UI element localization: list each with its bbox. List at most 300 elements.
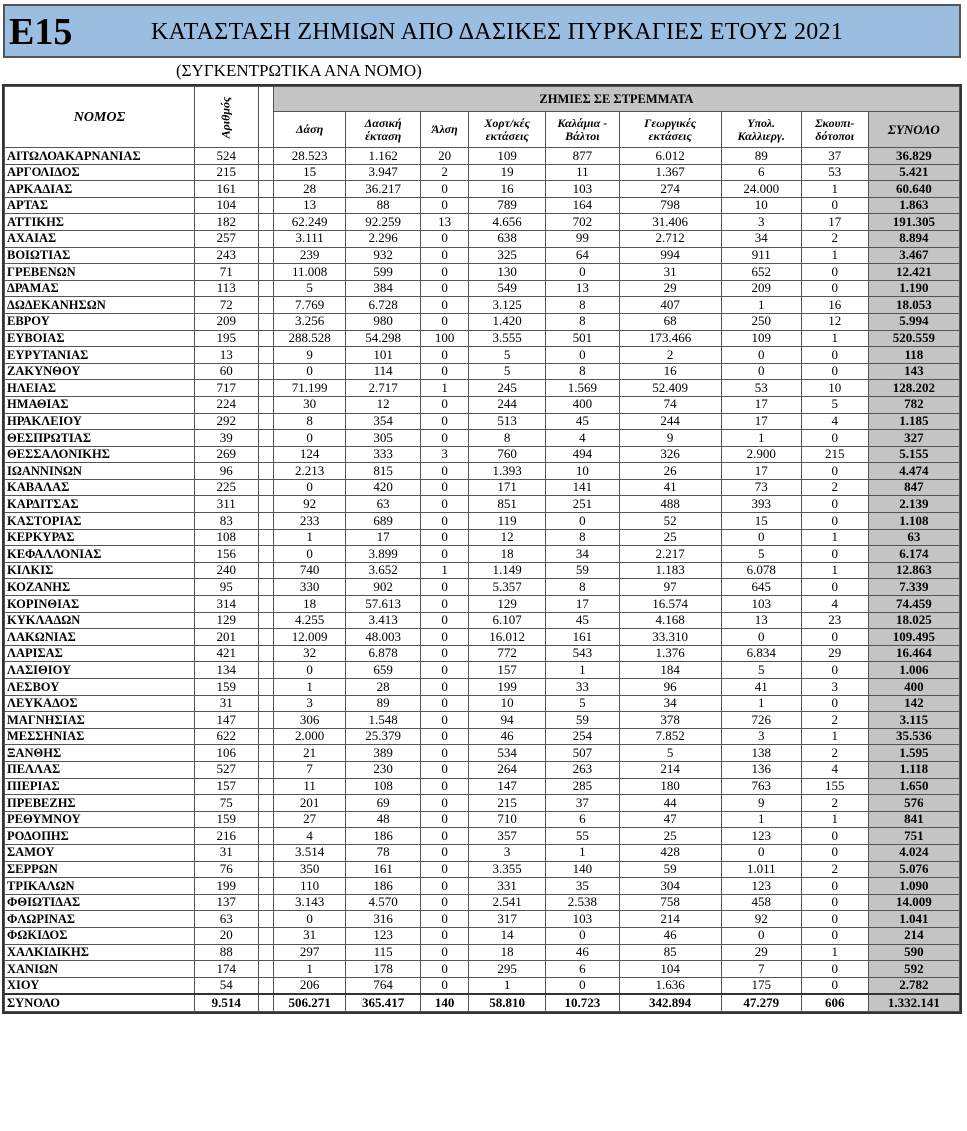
cell-value: 2.717	[346, 380, 421, 397]
col-header-reeds-l2: Βάλτοι	[565, 128, 600, 143]
cell-value: 513	[469, 413, 546, 430]
cell-value: 2	[801, 712, 868, 729]
cell-value: 400	[546, 396, 620, 413]
cell-value: 0	[420, 297, 468, 314]
cell-value: 911	[721, 247, 801, 264]
damages-table-wrapper	[2, 84, 962, 1014]
table-row	[5, 363, 960, 380]
cell-value: 4	[801, 761, 868, 778]
cell-value: 161	[546, 629, 620, 646]
cell-total: 143	[868, 363, 959, 380]
cell-count: 292	[194, 413, 258, 430]
cell-value: 41	[721, 679, 801, 696]
cell-value: 365.417	[346, 994, 421, 1011]
cell-value: 501	[546, 330, 620, 347]
cell-value: 0	[273, 546, 345, 563]
cell-value: 1	[721, 430, 801, 447]
col-header-forest-area	[346, 112, 421, 148]
cell-value: 0	[420, 927, 468, 944]
cell-value: 109	[469, 148, 546, 165]
cell-spacer	[258, 844, 273, 861]
cell-count: 9.514	[194, 994, 258, 1011]
cell-count: 216	[194, 828, 258, 845]
cell-count: 209	[194, 313, 258, 330]
cell-value: 4	[801, 413, 868, 430]
cell-value: 851	[469, 496, 546, 513]
cell-value: 0	[721, 529, 801, 546]
cell-total: 214	[868, 927, 959, 944]
cell-value: 0	[420, 181, 468, 198]
cell-total: 5.076	[868, 861, 959, 878]
cell-count: 524	[194, 148, 258, 165]
cell-value: 186	[346, 878, 421, 895]
cell-spacer	[258, 313, 273, 330]
cell-value: 932	[346, 247, 421, 264]
cell-value: 0	[801, 828, 868, 845]
cell-value: 10	[546, 463, 620, 480]
cell-value: 325	[469, 247, 546, 264]
cell-count: 257	[194, 230, 258, 247]
cell-total: 2.139	[868, 496, 959, 513]
col-header-crop-residue	[721, 112, 801, 148]
cell-value: 29	[721, 944, 801, 961]
table-row	[5, 894, 960, 911]
table-row	[5, 264, 960, 281]
group-header-damages: ΖΗΜΙΕΣ ΣΕ ΣΤΡΕΜΜΑΤΑ	[273, 87, 959, 112]
cell-value: 1.376	[619, 645, 721, 662]
cell-value: 101	[346, 347, 421, 364]
cell-value: 164	[546, 197, 620, 214]
cell-value: 13	[721, 612, 801, 629]
cell-value: 1	[801, 728, 868, 745]
cell-value: 45	[546, 413, 620, 430]
cell-value: 5	[801, 396, 868, 413]
cell-value: 980	[346, 313, 421, 330]
cell-spacer	[258, 679, 273, 696]
table-row	[5, 513, 960, 530]
cell-value: 175	[721, 977, 801, 994]
cell-value: 0	[420, 197, 468, 214]
cell-value: 9	[721, 795, 801, 812]
cell-nomos: ΕΥΡΥΤΑΝΙΑΣ	[5, 347, 195, 364]
cell-value: 389	[346, 745, 421, 762]
cell-nomos: ΘΕΣΠΡΩΤΙΑΣ	[5, 430, 195, 447]
cell-spacer	[258, 413, 273, 430]
cell-value: 47.279	[721, 994, 801, 1011]
page-title: ΚΑΤΑΣΤΑΣΗ ΖΗΜΙΩΝ ΑΠΟ ΔΑΣΙΚΕΣ ΠΥΡΚΑΓΙΕΣ ΕΤΟΥΣ 2021	[151, 19, 844, 45]
cell-value: 0	[420, 479, 468, 496]
cell-count: 156	[194, 546, 258, 563]
cell-value: 0	[420, 347, 468, 364]
cell-value: 702	[546, 214, 620, 231]
cell-value: 0	[420, 546, 468, 563]
cell-value: 12	[801, 313, 868, 330]
cell-nomos: ΦΩΚΙΔΟΣ	[5, 927, 195, 944]
cell-spacer	[258, 944, 273, 961]
cell-total: 590	[868, 944, 959, 961]
cell-nomos: ΚΙΛΚΙΣ	[5, 562, 195, 579]
cell-value: 1.393	[469, 463, 546, 480]
cell-value: 0	[420, 728, 468, 745]
cell-value: 0	[420, 230, 468, 247]
cell-spacer	[258, 297, 273, 314]
cell-total: 8.894	[868, 230, 959, 247]
cell-value: 45	[546, 612, 620, 629]
cell-spacer	[258, 214, 273, 231]
cell-nomos: ΧΙΟΥ	[5, 977, 195, 994]
cell-value: 115	[346, 944, 421, 961]
cell-value: 0	[420, 579, 468, 596]
cell-value: 16	[801, 297, 868, 314]
cell-value: 28	[346, 679, 421, 696]
cell-spacer	[258, 148, 273, 165]
cell-value: 26	[619, 463, 721, 480]
cell-spacer	[258, 596, 273, 613]
cell-nomos: ΜΕΣΣΗΝΙΑΣ	[5, 728, 195, 745]
cell-value: 0	[420, 612, 468, 629]
cell-value: 326	[619, 446, 721, 463]
cell-value: 92	[721, 911, 801, 928]
cell-count: 527	[194, 761, 258, 778]
col-header-landfills	[801, 112, 868, 148]
cell-value: 606	[801, 994, 868, 1011]
col-header-landfills-l1: Σκουπι-	[815, 115, 855, 130]
cell-value: 230	[346, 761, 421, 778]
cell-value: 4	[801, 596, 868, 613]
cell-value: 7	[273, 761, 345, 778]
cell-total: 1.332.141	[868, 994, 959, 1011]
cell-nomos: ΚΟΖΑΝΗΣ	[5, 579, 195, 596]
cell-value: 304	[619, 878, 721, 895]
cell-value: 1.183	[619, 562, 721, 579]
cell-value: 0	[801, 347, 868, 364]
cell-value: 0	[721, 347, 801, 364]
cell-value: 239	[273, 247, 345, 264]
cell-value: 16	[619, 363, 721, 380]
cell-value: 6.834	[721, 645, 801, 662]
cell-value: 1	[273, 529, 345, 546]
cell-total: 6.174	[868, 546, 959, 563]
cell-total: 327	[868, 430, 959, 447]
cell-nomos: ΚΕΦΑΛΛΟΝΙΑΣ	[5, 546, 195, 563]
cell-value: 136	[721, 761, 801, 778]
table-row	[5, 662, 960, 679]
table-row	[5, 712, 960, 729]
cell-value: 180	[619, 778, 721, 795]
cell-value: 214	[619, 911, 721, 928]
cell-value: 123	[721, 878, 801, 895]
cell-count: 199	[194, 878, 258, 895]
cell-value: 123	[721, 828, 801, 845]
table-row	[5, 944, 960, 961]
cell-value: 244	[619, 413, 721, 430]
cell-value: 92.259	[346, 214, 421, 231]
cell-value: 378	[619, 712, 721, 729]
cell-value: 119	[469, 513, 546, 530]
cell-value: 25.379	[346, 728, 421, 745]
cell-value: 206	[273, 977, 345, 994]
cell-nomos: ΜΑΓΝΗΣΙΑΣ	[5, 712, 195, 729]
table-row	[5, 313, 960, 330]
cell-spacer	[258, 197, 273, 214]
cell-value: 54.298	[346, 330, 421, 347]
cell-value: 3.555	[469, 330, 546, 347]
cell-value: 534	[469, 745, 546, 762]
cell-value: 53	[721, 380, 801, 397]
cell-spacer	[258, 861, 273, 878]
cell-value: 2.296	[346, 230, 421, 247]
table-row	[5, 430, 960, 447]
cell-count: 243	[194, 247, 258, 264]
table-row	[5, 413, 960, 430]
cell-value: 8	[273, 413, 345, 430]
cell-value: 494	[546, 446, 620, 463]
cell-value: 31.406	[619, 214, 721, 231]
cell-value: 689	[346, 513, 421, 530]
cell-total: 841	[868, 811, 959, 828]
table-row	[5, 795, 960, 812]
table-row	[5, 828, 960, 845]
cell-value: 2.541	[469, 894, 546, 911]
cell-value: 6	[546, 961, 620, 978]
cell-value: 0	[721, 844, 801, 861]
cell-value: 15	[721, 513, 801, 530]
cell-count: 88	[194, 944, 258, 961]
cell-value: 244	[469, 396, 546, 413]
cell-value: 6	[546, 811, 620, 828]
cell-value: 1	[801, 811, 868, 828]
cell-value: 1	[721, 695, 801, 712]
cell-value: 7	[721, 961, 801, 978]
cell-value: 5	[273, 280, 345, 297]
cell-total: 1.595	[868, 745, 959, 762]
cell-nomos: ΤΡΙΚΑΛΩΝ	[5, 878, 195, 895]
cell-value: 24.000	[721, 181, 801, 198]
cell-count: 96	[194, 463, 258, 480]
cell-value: 740	[273, 562, 345, 579]
cell-value: 306	[273, 712, 345, 729]
cell-value: 14	[469, 927, 546, 944]
cell-value: 1.367	[619, 164, 721, 181]
cell-value: 6.878	[346, 645, 421, 662]
table-row	[5, 596, 960, 613]
cell-value: 0	[420, 712, 468, 729]
cell-spacer	[258, 811, 273, 828]
table-row	[5, 247, 960, 264]
cell-value: 2.217	[619, 546, 721, 563]
cell-value: 264	[469, 761, 546, 778]
cell-value: 103	[546, 181, 620, 198]
table-row	[5, 629, 960, 646]
cell-value: 1.420	[469, 313, 546, 330]
cell-value: 34	[546, 546, 620, 563]
cell-value: 0	[420, 645, 468, 662]
cell-value: 147	[469, 778, 546, 795]
cell-count: 60	[194, 363, 258, 380]
cell-value: 0	[420, 977, 468, 994]
cell-value: 78	[346, 844, 421, 861]
table-row	[5, 446, 960, 463]
cell-total: 5.994	[868, 313, 959, 330]
cell-value: 0	[420, 496, 468, 513]
cell-value: 758	[619, 894, 721, 911]
cell-nomos: ΑΡΤΑΣ	[5, 197, 195, 214]
cell-count: 54	[194, 977, 258, 994]
cell-value: 0	[801, 927, 868, 944]
cell-value: 2.900	[721, 446, 801, 463]
table-row	[5, 977, 960, 994]
table-body	[5, 148, 960, 1012]
cell-value: 3.514	[273, 844, 345, 861]
cell-total: 12.863	[868, 562, 959, 579]
table-row	[5, 181, 960, 198]
cell-value: 0	[420, 396, 468, 413]
cell-value: 18	[469, 944, 546, 961]
cell-value: 30	[273, 396, 345, 413]
cell-value: 0	[420, 878, 468, 895]
cell-spacer	[258, 280, 273, 297]
cell-value: 89	[721, 148, 801, 165]
cell-spacer	[258, 181, 273, 198]
cell-value: 10	[801, 380, 868, 397]
cell-value: 0	[801, 961, 868, 978]
cell-value: 764	[346, 977, 421, 994]
cell-value: 305	[346, 430, 421, 447]
cell-value: 7.769	[273, 297, 345, 314]
cell-value: 0	[801, 977, 868, 994]
cell-value: 0	[801, 363, 868, 380]
cell-value: 2	[420, 164, 468, 181]
cell-count: 76	[194, 861, 258, 878]
cell-nomos: ΣΥΝΟΛΟ	[5, 994, 195, 1011]
cell-nomos: ΚΑΡΔΙΤΣΑΣ	[5, 496, 195, 513]
cell-value: 2	[801, 745, 868, 762]
cell-value: 877	[546, 148, 620, 165]
cell-value: 130	[469, 264, 546, 281]
cell-value: 114	[346, 363, 421, 380]
cell-count: 137	[194, 894, 258, 911]
cell-total: 1.863	[868, 197, 959, 214]
cell-spacer	[258, 264, 273, 281]
col-header-grassland	[469, 112, 546, 148]
cell-count: 134	[194, 662, 258, 679]
col-header-agricultural-l2: εκτάσεις	[648, 128, 692, 143]
cell-total: 1.006	[868, 662, 959, 679]
cell-count: 717	[194, 380, 258, 397]
cell-value: 902	[346, 579, 421, 596]
cell-total: 16.464	[868, 645, 959, 662]
col-header-forest-area-l2: έκταση	[365, 128, 402, 143]
cell-value: 33.310	[619, 629, 721, 646]
cell-value: 4.255	[273, 612, 345, 629]
cell-value: 123	[346, 927, 421, 944]
cell-value: 0	[420, 811, 468, 828]
cell-value: 0	[721, 927, 801, 944]
cell-value: 186	[346, 828, 421, 845]
cell-spacer	[258, 927, 273, 944]
cell-value: 316	[346, 911, 421, 928]
cell-value: 20	[420, 148, 468, 165]
cell-count: 159	[194, 811, 258, 828]
cell-spacer	[258, 513, 273, 530]
cell-value: 1	[801, 181, 868, 198]
cell-value: 350	[273, 861, 345, 878]
table-code: E15	[9, 11, 73, 53]
cell-value: 0	[420, 679, 468, 696]
cell-nomos: ΞΑΝΘΗΣ	[5, 745, 195, 762]
cell-spacer	[258, 695, 273, 712]
cell-total: 7.339	[868, 579, 959, 596]
cell-value: 10	[469, 695, 546, 712]
cell-total: 1.650	[868, 778, 959, 795]
cell-value: 2.538	[546, 894, 620, 911]
cell-count: 75	[194, 795, 258, 812]
cell-total: 3.115	[868, 712, 959, 729]
cell-spacer	[258, 894, 273, 911]
cell-value: 17	[721, 463, 801, 480]
cell-value: 543	[546, 645, 620, 662]
cell-value: 8	[546, 297, 620, 314]
cell-value: 140	[546, 861, 620, 878]
cell-value: 726	[721, 712, 801, 729]
cell-value: 0	[420, 911, 468, 928]
cell-value: 10.723	[546, 994, 620, 1011]
cell-count: 215	[194, 164, 258, 181]
cell-count: 13	[194, 347, 258, 364]
cell-count: 157	[194, 778, 258, 795]
cell-count: 314	[194, 596, 258, 613]
cell-total: 128.202	[868, 380, 959, 397]
cell-value: 57.613	[346, 596, 421, 613]
cell-total: 4.024	[868, 844, 959, 861]
cell-value: 0	[801, 463, 868, 480]
cell-value: 35	[546, 878, 620, 895]
cell-value: 5	[469, 347, 546, 364]
cell-spacer	[258, 828, 273, 845]
col-header-forest-area-l1: Δασική	[364, 115, 402, 130]
cell-spacer	[258, 230, 273, 247]
cell-count: 104	[194, 197, 258, 214]
cell-value: 0	[546, 347, 620, 364]
cell-value: 645	[721, 579, 801, 596]
cell-value: 3	[721, 728, 801, 745]
cell-value: 263	[546, 761, 620, 778]
cell-value: 23	[801, 612, 868, 629]
table-row	[5, 778, 960, 795]
cell-value: 0	[801, 513, 868, 530]
cell-nomos: ΕΒΡΟΥ	[5, 313, 195, 330]
cell-value: 0	[801, 911, 868, 928]
cell-value: 41	[619, 479, 721, 496]
table-row	[5, 612, 960, 629]
cell-total: 109.495	[868, 629, 959, 646]
cell-count: 72	[194, 297, 258, 314]
cell-value: 1	[801, 247, 868, 264]
cell-value: 1.548	[346, 712, 421, 729]
cell-value: 420	[346, 479, 421, 496]
cell-value: 6.078	[721, 562, 801, 579]
cell-value: 297	[273, 944, 345, 961]
cell-spacer	[258, 579, 273, 596]
table-row	[5, 844, 960, 861]
cell-nomos: ΡΟΔΟΠΗΣ	[5, 828, 195, 845]
table-row	[5, 761, 960, 778]
cell-value: 250	[721, 313, 801, 330]
cell-value: 171	[469, 479, 546, 496]
cell-value: 0	[273, 363, 345, 380]
cell-nomos: ΛΑΣΙΘΙΟΥ	[5, 662, 195, 679]
cell-total: 1.185	[868, 413, 959, 430]
